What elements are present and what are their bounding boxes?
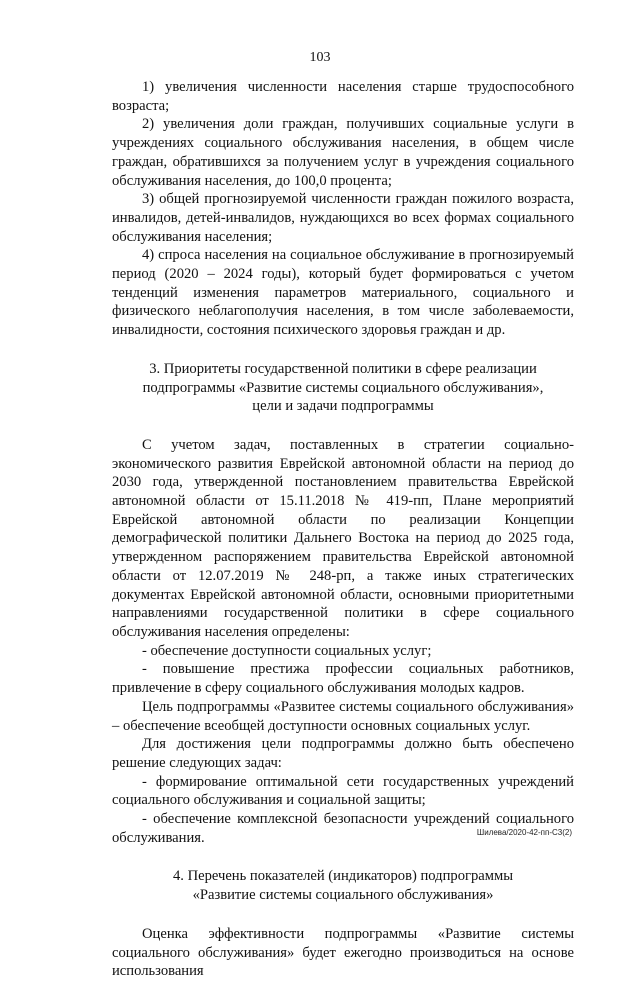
priority-item: - повышение престижа профессии социальных работников, привлечение в сферу социального обслуживания молодых кадров. [112,661,574,697]
page-number: 103 [309,50,331,65]
list-item-3: 3) общей прогнозируемой численности граждан пожилого возраста, инвалидов, детей-инвалидов, нуждающихся во всех формах социального обслуживания населения; [112,191,574,245]
task-item: - обеспечение комплексной безопасности учреждений социального обслуживания. [112,811,574,846]
task-item: - формирование оптимальной сети государственных учреждений социального обслуживания и социальной защиты; [112,773,574,809]
section-3-heading-line: цели и задачи подпрограммы [252,398,434,415]
document-code: Шилева/2020-42-пп-С3(2) [476,828,572,837]
document-body [112,78,574,981]
section-4-heading [112,867,574,904]
section-3-intro: С учетом задач, поставленных в стратегии социально-экономического развития Еврейской автономной области на период до 2030 года, утвержденной постановлением правительства Еврейской автономной области от 15.11.2018 № 419-пп, Плане мероприятий Еврейской автономной области по реализации Концепции демографической политики Дальнего Востока на период до 2025 года, утвержденном распоряжением правительства Еврейской автономной области от 12.07.2019 № 248-рп, а также иных стратегических документах Еврейской автономной области, основными приоритетными направлениями государственной политики в сфере социального обслуживания населения определены: [112,436,574,640]
list-item-2: 2) увеличения доли граждан, получивших социальные услуги в учреждениях социального обслуживания населения, в общем числе граждан, обратившихся за получением услуг в учреждения социального обслуживания населения, до 100,0 процента; [112,116,574,189]
section-4-heading-line: 4. Перечень показателей (индикаторов) подпрограммы [172,868,514,885]
section-3-heading [112,360,574,416]
tasks-intro: Для достижения цели подпрограммы должно быть обеспечено решение следующих задач: [112,736,574,771]
list-item-4: 4) спроса населения на социальное обслуживание в прогнозируемый период (2020 – 2024 годы), который будет формироваться с учетом тенденций изменения параметров материального, социального и физического неблагополучия населения, в том числе заболеваемости, инвалидности, состояния психического здоровья граждан и др. [112,247,574,339]
priority-item: - обеспечение доступности социальных услуг; [142,642,432,659]
list-item-1: 1) увеличения численности населения старше трудоспособного возраста; [112,79,574,114]
section-3-heading-line: 3. Приоритеты государственной политики в сфере реализации [149,360,537,377]
goal-paragraph: Цель подпрограммы «Развитее системы социального обслуживания» – обеспечение всеобщей доступности основных социальных услуг. [112,698,574,734]
section-4-text: Оценка эффективности подпрограммы «Развитие системы социального обслуживания» будет ежегодно производиться на основе использования [112,925,574,980]
section-3-heading-line: подпрограммы «Развитие системы социального обслуживания», [142,379,544,396]
section-4-heading-line: «Развитие системы социального обслуживания» [192,887,494,904]
